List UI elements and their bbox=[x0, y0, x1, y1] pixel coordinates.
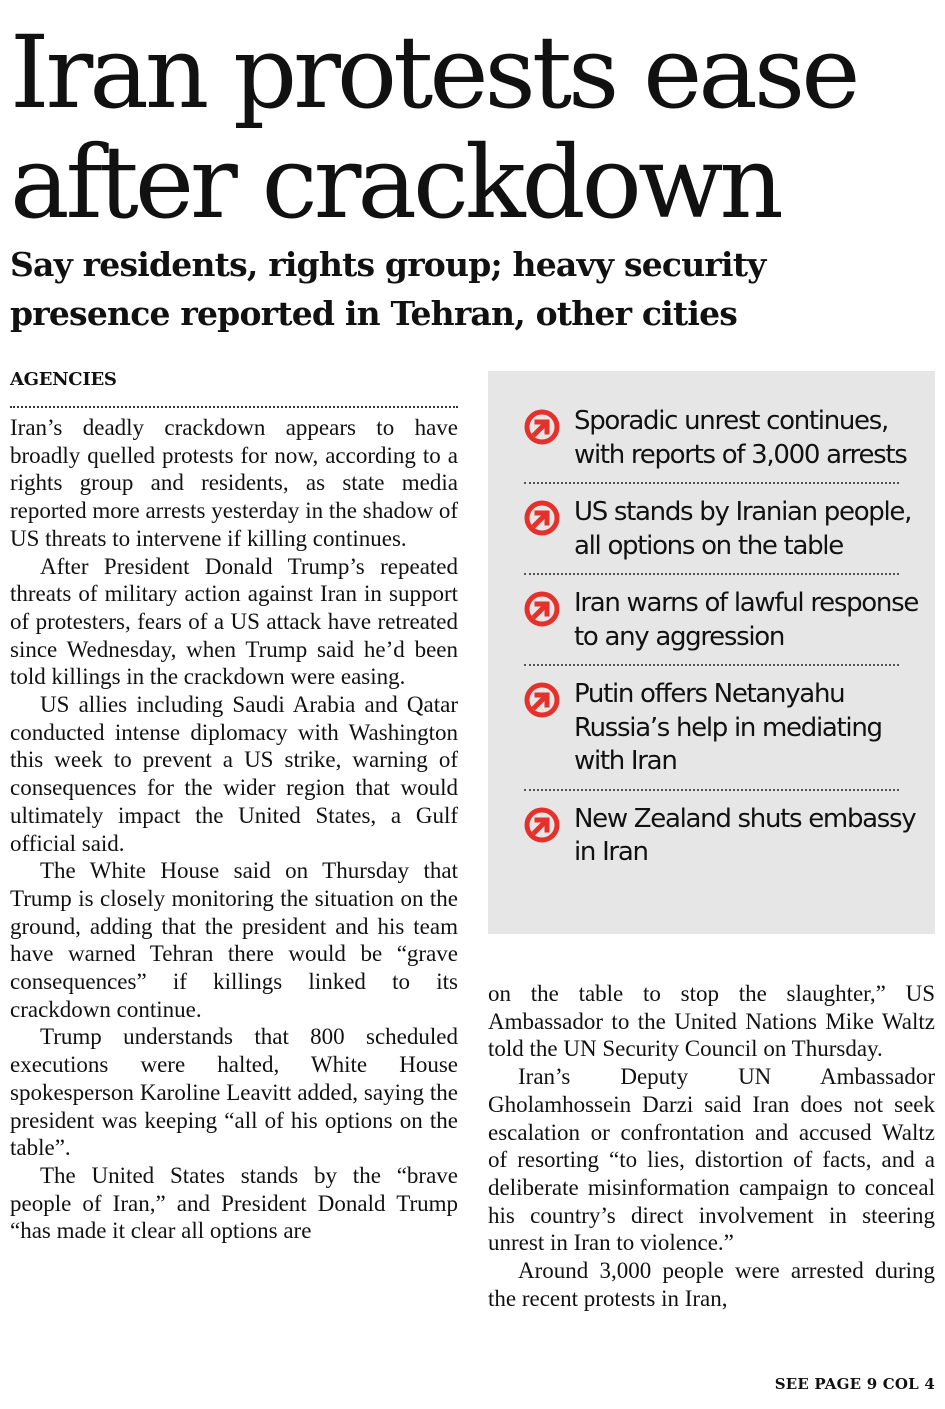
paragraph: Iran’s deadly crackdown appears to have broadly quelled protests for now, according to a rights group and residents, as state media reported more arrests yesterday in the shadow of US threats to intervene if killing continues. bbox=[10, 415, 458, 551]
highlight-item bbox=[488, 587, 935, 654]
subheadline-line-2: presence reported in Tehran, other cities bbox=[10, 294, 738, 333]
highlight-divider bbox=[524, 482, 899, 484]
arrow-up-right-circle-icon bbox=[524, 500, 560, 536]
highlight-item bbox=[488, 678, 935, 779]
highlight-divider bbox=[524, 664, 899, 666]
highlight-text: Putin offers Netanyahu Russia’s help in mediating with Iran bbox=[574, 679, 882, 776]
highlight-text: Sporadic unrest continues, with reports of 3,000 arrests bbox=[574, 406, 907, 470]
arrow-up-right-circle-icon bbox=[524, 591, 560, 627]
subheadline bbox=[10, 240, 940, 338]
highlight-item bbox=[488, 803, 935, 870]
paragraph: The United States stands by the “brave people of Iran,” and President Donald Trump “has made it clear all options are bbox=[10, 1162, 458, 1244]
byline: AGENCIES bbox=[10, 369, 117, 390]
headline-line-1: Iran protests ease bbox=[10, 14, 857, 131]
paragraph: on the table to stop the slaughter,” US Ambassador to the United Nations Mike Waltz told the UN Security Council on Thursday. bbox=[488, 981, 935, 1062]
article-body-right bbox=[488, 980, 935, 1312]
continuation-note: SEE PAGE 9 COL 4 bbox=[774, 1375, 935, 1393]
highlight-item bbox=[488, 405, 935, 472]
highlight-text: US stands by Iranian people, all options on the table bbox=[574, 497, 912, 561]
highlight-text: Iran warns of lawful response to any aggression bbox=[574, 588, 919, 652]
paragraph: Iran’s Deputy UN Ambassador Gholamhossein Darzi said Iran does not seek escalation or confrontation and accused Waltz of resorting “to lies, distortion of facts, and a deliberate misinformation campaign to conceal his country’s direct involvement in steering unrest in Iran to violence.” bbox=[488, 1064, 935, 1256]
highlight-divider bbox=[524, 789, 899, 791]
article-column-left bbox=[10, 368, 458, 1245]
paragraph: Around 3,000 people were arrested during the recent protests in Iran, bbox=[488, 1258, 935, 1311]
byline-divider bbox=[10, 406, 458, 408]
subheadline-line-1: Say residents, rights group; heavy security bbox=[10, 245, 766, 284]
highlights-box bbox=[488, 371, 935, 934]
paragraph: Trump understands that 800 scheduled executions were halted, White House spokesperson Karoline Leavitt added, saying the president was keeping “all of his options on the table”. bbox=[10, 1024, 458, 1161]
headline bbox=[10, 14, 940, 241]
highlight-item bbox=[488, 496, 935, 563]
highlight-divider bbox=[524, 573, 899, 575]
paragraph: The White House said on Thursday that Trump is closely monitoring the situation on the ground, adding that the president and his team have warned Tehran there would be “grave consequences” if killings linked to its crackdown continue. bbox=[10, 858, 458, 1022]
highlight-text: New Zealand shuts embassy in Iran bbox=[574, 803, 916, 867]
headline-line-2: after crackdown bbox=[10, 124, 780, 241]
paragraph: After President Donald Trump’s repeated threats of military action against Iran in support of protesters, fears of a US attack have retreated since Wednesday, when Trump said he’d been told killings in the crackdown were easing. bbox=[10, 553, 458, 690]
arrow-up-right-circle-icon bbox=[524, 409, 560, 445]
arrow-up-right-circle-icon bbox=[524, 807, 560, 843]
arrow-up-right-circle-icon bbox=[524, 682, 560, 718]
paragraph: US allies including Saudi Arabia and Qatar conducted intense diplomacy with Washington this week to prevent a US strike, warning of consequences for the wider region that would ultimately impact the United States, a Gulf official said. bbox=[10, 692, 458, 856]
article-body-left bbox=[10, 414, 458, 1245]
